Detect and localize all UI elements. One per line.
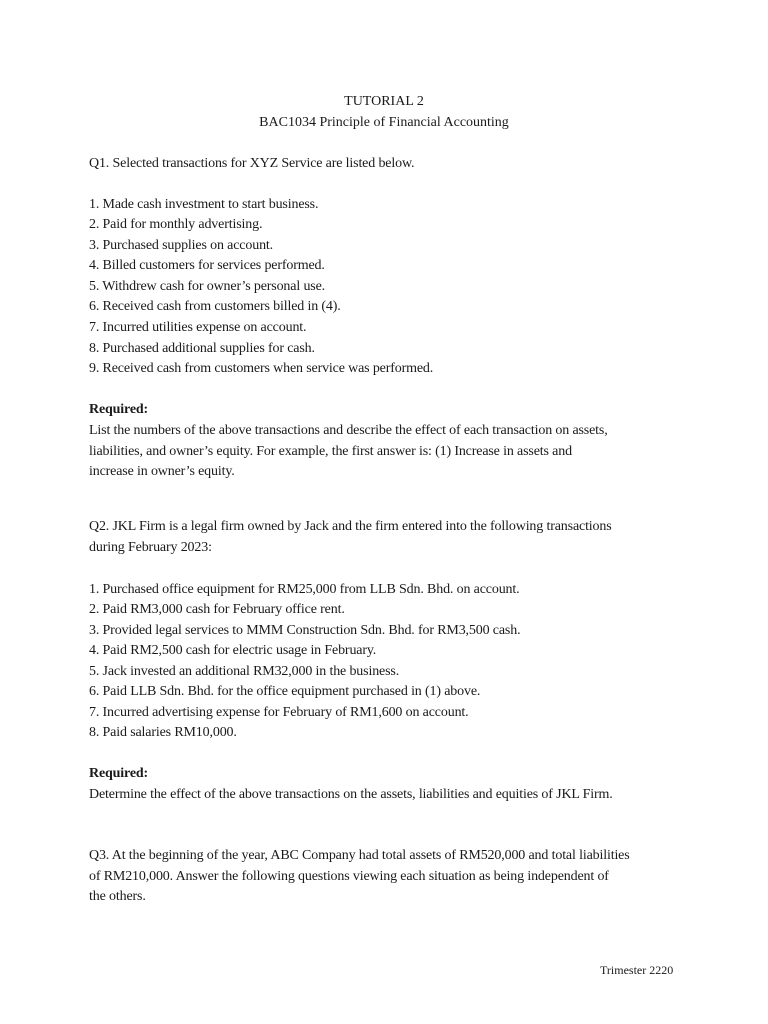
q2-item: 6. Paid LLB Sdn. Bhd. for the office equipment purchased in (1) above. (89, 684, 481, 699)
q2-item: 8. Paid salaries RM10,000. (89, 725, 237, 740)
course-title: BAC1034 Principle of Financial Accounting (259, 115, 509, 130)
q1-item: 1. Made cash investment to start business. (89, 197, 319, 212)
q1-prompt: Q1. Selected transactions for XYZ Service are listed below. (89, 156, 415, 171)
q2-item: 4. Paid RM2,500 cash for electric usage in February. (89, 643, 377, 658)
q1-required-text: List the numbers of the above transactions and describe the effect of each transaction on assets, (89, 423, 608, 438)
q3-text: of RM210,000. Answer the following questions viewing each situation as being independent of (89, 869, 609, 884)
q3-text: the others. (89, 889, 146, 904)
q1-item: 4. Billed customers for services performed. (89, 258, 325, 273)
document-title: TUTORIAL 2 (344, 94, 424, 109)
q2-prompt: during February 2023: (89, 540, 212, 555)
q1-required-text: liabilities, and owner’s equity. For example, the first answer is: (1) Increase in assets and (89, 444, 572, 459)
q2-item: 1. Purchased office equipment for RM25,000 from LLB Sdn. Bhd. on account. (89, 582, 520, 597)
q2-item: 5. Jack invested an additional RM32,000 in the business. (89, 664, 400, 679)
q1-item: 7. Incurred utilities expense on account. (89, 320, 307, 335)
q2-item: 2. Paid RM3,000 cash for February office rent. (89, 602, 345, 617)
q1-item: 8. Purchased additional supplies for cash. (89, 341, 315, 356)
q1-item: 9. Received cash from customers when service was performed. (89, 361, 434, 376)
q1-required-text: increase in owner’s equity. (89, 464, 235, 479)
footer-trimester: Trimester 2220 (600, 963, 674, 977)
q2-required-text: Determine the effect of the above transactions on the assets, liabilities and equities of JKL Firm. (89, 787, 613, 802)
q1-required-label: Required: (89, 402, 149, 417)
q2-required-label: Required: (89, 766, 149, 781)
q1-item: 3. Purchased supplies on account. (89, 238, 274, 253)
q2-item: 7. Incurred advertising expense for February of RM1,600 on account. (89, 705, 469, 720)
q2-prompt: Q2. JKL Firm is a legal firm owned by Jack and the firm entered into the following transactions (89, 519, 612, 534)
q1-item: 6. Received cash from customers billed in (4). (89, 299, 341, 314)
q2-item: 3. Provided legal services to MMM Construction Sdn. Bhd. for RM3,500 cash. (89, 623, 521, 638)
q1-item: 5. Withdrew cash for owner’s personal use. (89, 279, 326, 294)
q1-item: 2. Paid for monthly advertising. (89, 217, 263, 232)
q3-text: Q3. At the beginning of the year, ABC Company had total assets of RM520,000 and total liabilities (89, 848, 630, 863)
